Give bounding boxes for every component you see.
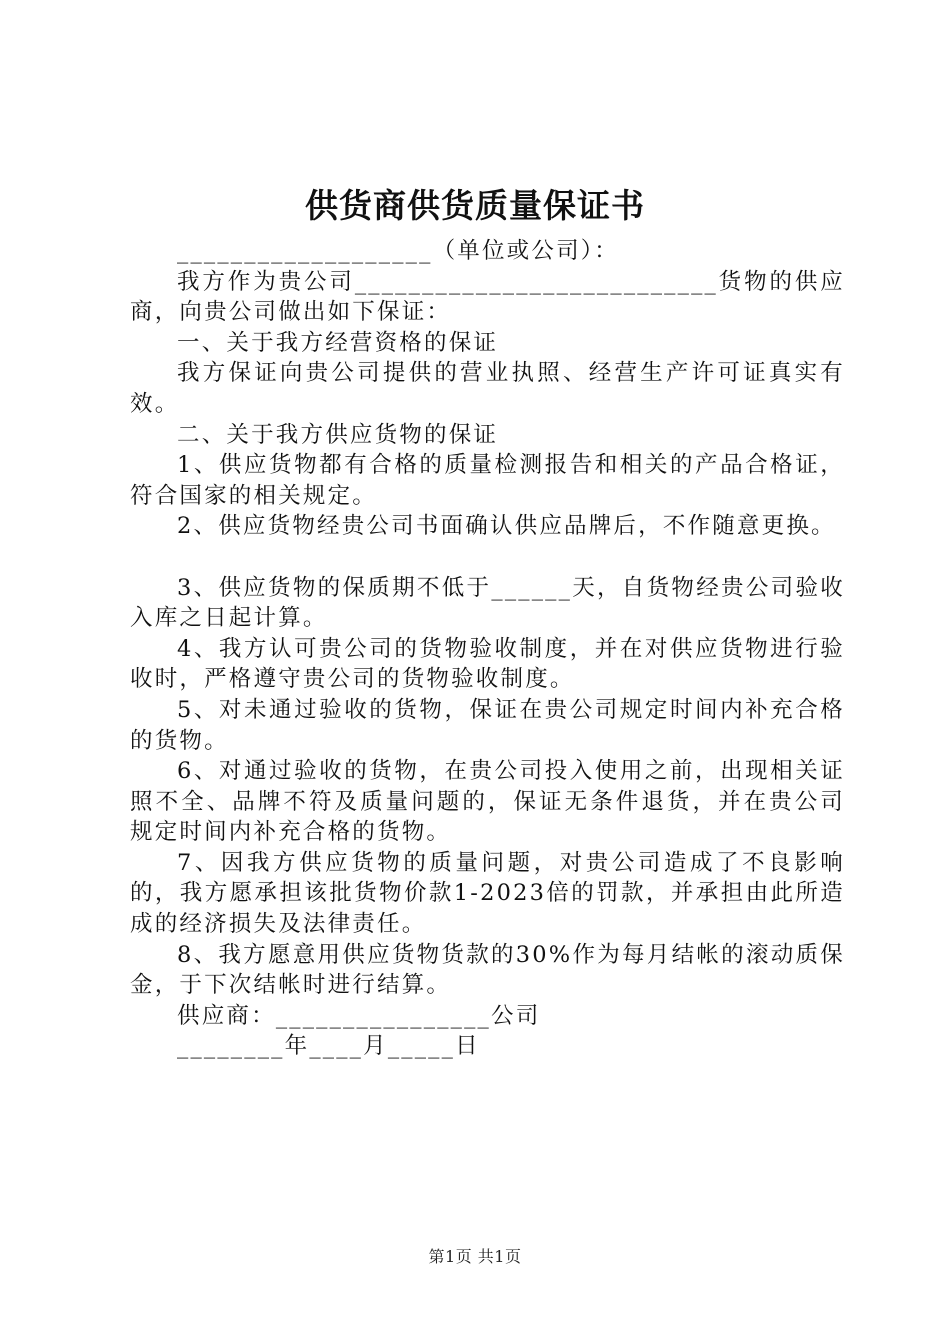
guarantee-item-2: 2、供应货物经贵公司书面确认供应品牌后，不作随意更换。 [177, 513, 836, 540]
document-body [130, 236, 845, 1062]
page-footer: 第1页 共1页 [428, 1247, 522, 1266]
month-label: 月 [363, 1033, 388, 1060]
day-label: 日 [455, 1033, 480, 1060]
month-blank: ____ [309, 1033, 364, 1060]
shelf-life-blank: ______ [491, 574, 573, 601]
addressee-line [130, 236, 845, 267]
guarantee-item-3 [130, 573, 845, 634]
intro-paragraph [130, 267, 845, 328]
supplier-suffix: 公司 [491, 1002, 541, 1029]
guarantee-item-8: 8、我方愿意用供应货物货款的30%作为每月结帐的滚动质保金，于下次结帐时进行结算。 [130, 941, 845, 999]
guarantee-item-7: 7、因我方供应货物的质量问题，对贵公司造成了不良影响的，我方愿承担该批货物价款1-2023倍的罚款，并承担由此所造成的经济损失及法律责任。 [130, 849, 845, 938]
item3-prefix: 3、供应货物的保质期不低于 [177, 574, 492, 601]
day-blank: _____ [387, 1033, 456, 1060]
date-line [130, 1031, 845, 1062]
addressee-suffix: （单位或公司）： [432, 238, 619, 264]
addressee-blank: ___________________ [177, 238, 433, 264]
supplier-label: 供应商： [177, 1002, 276, 1029]
document-title: 供货商供货质量保证书 [305, 186, 645, 225]
guarantee-item-4: 4、我方认可贵公司的货物验收制度，并在对供应货物进行验收时，严格遵守贵公司的货物验收制度。 [130, 635, 845, 693]
intro-blank: ___________________________ [354, 268, 718, 295]
supplier-blank: ________________ [275, 1002, 492, 1029]
year-blank: ________ [177, 1033, 285, 1060]
intro-suffix: 货物的供应商，向贵公司做出如下保证： [130, 268, 845, 326]
guarantee-item-5: 5、对未通过验收的货物，保证在贵公司规定时间内补充合格的货物。 [130, 696, 845, 754]
section2-heading: 二、关于我方供应货物的保证 [177, 421, 499, 448]
year-label: 年 [284, 1033, 310, 1060]
intro-prefix: 我方作为贵公司 [177, 268, 355, 295]
item3-suffix: 天，自货物经贵公司验收入库之日起计算。 [130, 574, 846, 632]
section1-heading: 一、关于我方经营资格的保证 [177, 329, 499, 356]
section1-text: 我方保证向贵公司提供的营业执照、经营生产许可证真实有效。 [130, 360, 845, 417]
supplier-signature-line [130, 1001, 845, 1032]
guarantee-item-1: 1、供应货物都有合格的质量检测报告和相关的产品合格证，符合国家的相关规定。 [130, 452, 845, 509]
guarantee-item-6: 6、对通过验收的货物，在贵公司投入使用之前，出现相关证照不全、品牌不符及质量问题的，保证无条件退货，并在贵公司规定时间内补充合格的货物。 [130, 758, 845, 846]
